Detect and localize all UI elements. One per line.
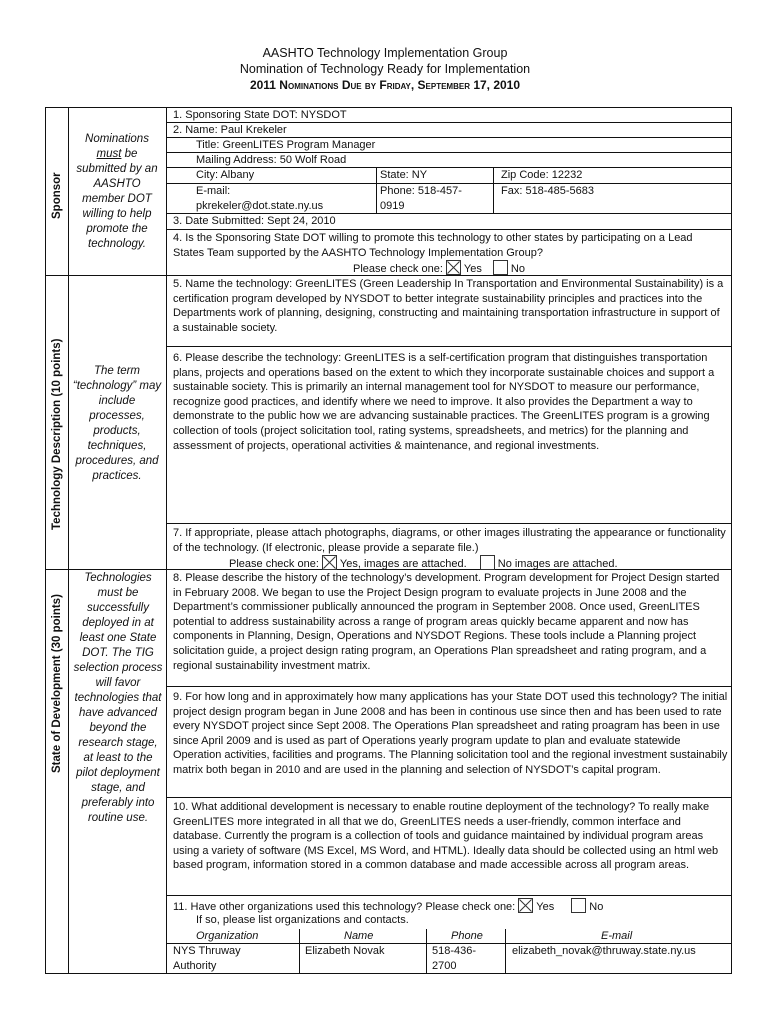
table-cell-phone-cont: 2700 xyxy=(432,960,457,972)
sponsor-fax: Fax: 518-485-5683 xyxy=(501,185,594,197)
table-cell-organization-cont: Authority xyxy=(173,960,217,972)
q1-sponsoring-dot: 1. Sponsoring State DOT: NYSDOT xyxy=(173,109,347,121)
q11-subtext: If so, please list organizations and contacts. xyxy=(196,914,409,926)
table-header-email: E-mail xyxy=(601,930,633,942)
side-note-sponsor: Nominations must be submitted by an AASHTO member DOT willing to help promote the technology. xyxy=(76,133,158,250)
q11-no-checkbox[interactable] xyxy=(571,898,586,913)
table-header-name: Name xyxy=(344,930,374,942)
sponsor-phone: Phone: 518-457- xyxy=(380,185,462,197)
q5-technology-name: 5. Name the technology: GreenLITES (Green Leadership In Transportation and Environmental Sustainability) is a certification program developed by NYSDOT to better integrate sustainability principles and practices into the Departments work of planning, designing, constructing and maintaining transportation infrastructure in support of a sustainable society. xyxy=(173,278,724,334)
sponsor-phone-cont: 0919 xyxy=(380,200,405,212)
sponsor-email-label: E-mail: xyxy=(196,185,231,197)
header-subtitle: Nomination of Technology Ready for Implementation xyxy=(239,62,531,76)
table-header-phone: Phone xyxy=(451,930,483,942)
sponsor-title: Title: GreenLITES Program Manager xyxy=(196,139,376,151)
border-col2 xyxy=(166,107,167,973)
section-label-state-of-development: State of Development (30 points) xyxy=(51,594,63,773)
q7-images-question: 7. If appropriate, please attach photographs, diagrams, or other images illustrating the appearance or functionality of the technology. (If electronic, please provide a separate file.) xyxy=(173,527,726,554)
header-title: AASHTO Technology Implementation Group xyxy=(262,46,508,60)
q3-date-submitted: 3. Date Submitted: Sept 24, 2010 xyxy=(173,215,336,227)
sponsor-city: City: Albany xyxy=(196,169,255,181)
border-col1 xyxy=(68,107,69,973)
sponsor-email: pkrekeler@dot.state.ny.us xyxy=(196,200,324,212)
q7-yes-checkbox[interactable] xyxy=(322,555,337,570)
q9-usage-duration: 9. For how long and in approximately how many applications has your State DOT used this technology? The initial project design program began in June 2008 and has been in continous use since then and has been used to rate every NYSDOT project since Sept 2008. The Operations Plan spreadsheet and rating proagram has been in use since April 2009 and is used as part of Operations yearly program update to plan and evaluate statewide Operation activities, facilities and programs. The Planning solicitation tool and the regional investment sustainabily matrix both began in 2010 and are used in the planning and selection of NYSDOT’s capital program. xyxy=(173,691,728,776)
q8-development-history: 8. Please describe the history of the technology’s development. Program development for Project Design started in February 2008. We began to use the Project Design program to evaluate projects in June 2008 and the Department’s commissioner publically announced the program in September 2008. Once used, GreenLITES potential to address sustainability across a range of program areas quickly became apparent and now has components in Planning, Design, Operations and NYSDOT Regions. These tools include a Planning project solicitation guide, a project design rating program, an Operations Plan spreadsheet and rating program, and a regional sustainability investment matrix. xyxy=(173,572,720,672)
table-header-organization: Organization xyxy=(196,930,259,942)
q2-name: 2. Name: Paul Krekeler xyxy=(173,124,287,136)
table-cell-organization: NYS Thruway xyxy=(173,945,241,957)
q11-other-organizations: 11. Have other organizations used this technology? Please check one: Yes No xyxy=(173,898,603,914)
q4-no-checkbox[interactable] xyxy=(493,260,508,275)
side-note-development: Technologies must be successfully deployed in at least one State DOT. The TIG selection process will favor technologies that have advanced beyond the research stage, at least to the pilot deployment stage, and preferably into routine use. xyxy=(73,572,163,824)
table-cell-phone: 518-436- xyxy=(432,945,477,957)
table-cell-name: Elizabeth Novak xyxy=(305,945,385,957)
border-right xyxy=(731,107,732,973)
q7-no-checkbox[interactable] xyxy=(480,555,495,570)
q4-yes-checkbox[interactable] xyxy=(446,260,461,275)
q7-check-row: Please check one: Yes, images are attached. No images are attached. xyxy=(229,555,618,571)
header-deadline: 2011 Nominations Due by Friday, September 17, 2010 xyxy=(249,78,521,92)
q4-check-row: Please check one: Yes No xyxy=(353,260,525,276)
sponsor-address: Mailing Address: 50 Wolf Road xyxy=(196,154,347,166)
table-cell-email: elizabeth_novak@thruway.state.ny.us xyxy=(512,945,696,957)
border-top xyxy=(45,107,732,108)
q10-additional-development: 10. What additional development is necessary to enable routine deployment of the technology? To really make GreenLITES more integrated in all that we do, GreenLITES needs a user-friendly, common interface and database. Currently the program is a collection of tools and guidance maintained by individual program areas using a variety of software (MS Excel, MS Word, and HTML). Ideally data should be collected using an html web based program, information stored in a common database and made accessible across all program areas. xyxy=(173,801,719,872)
q6-technology-description: 6. Please describe the technology: GreenLITES is a self-certification program that distinguishes transportation plans, projects and operations based on the extent to which they incorporate sustainable choices and support a sustainable society. This is primarily an internal management tool for NYSDOT to measure our performance, recognize good practices, and identify where we need to improve. It also provides the Department a way to demonstrate to the public how we are advancing sustainable practices. The GreenLITES program is a growing collection of tools (project solicitation tool, rating systems, spreadsheets, and metrics) for the planning and assessment of projects, operational activities & maintenance, and regional investments. xyxy=(173,352,715,452)
q4-promote-question: 4. Is the Sponsoring State DOT willing to promote this technology to other states by participating on a Lead States Team supported by the AASHTO Technology Implementation Group? xyxy=(173,232,693,259)
border-left xyxy=(45,107,46,973)
section-label-technology-description: Technology Description (10 points) xyxy=(51,338,63,530)
sponsor-zip: Zip Code: 12232 xyxy=(501,169,583,181)
side-note-technology: The term “technology” may include processes, products, techniques, procedures, and practices. xyxy=(72,365,162,482)
section-label-sponsor: Sponsor xyxy=(51,172,63,219)
sponsor-state: State: NY xyxy=(380,169,428,181)
q11-yes-checkbox[interactable] xyxy=(518,898,533,913)
border-bottom xyxy=(45,973,732,974)
